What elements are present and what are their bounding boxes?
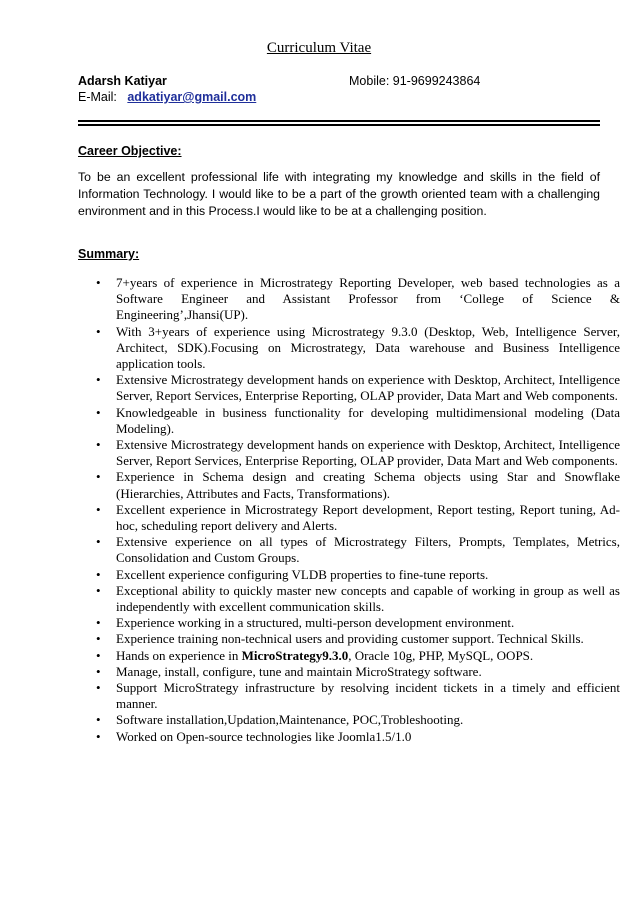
- mobile-number: Mobile: 91-9699243864: [349, 74, 481, 88]
- candidate-name: Adarsh Katiyar: [78, 74, 167, 88]
- career-objective-text: To be an excellent professional life with integrating my knowledge and skills in the field of Information Technology. I would like to be a part of the growth oriented team with a challenging environment and in this Process.I would like to be at a challenging position.: [78, 170, 600, 219]
- summary-item: • Knowledgeable in business functionality for developing multidimensional modeling (Data Modeling).: [116, 405, 620, 437]
- summary-item: • 7+years of experience in Microstrategy Reporting Developer, web based technologies as a Software Engineer and Assistant Professor from ‘College of Science & Engineering’,Jhansi(UP).: [116, 275, 620, 324]
- summary-heading: Summary:: [78, 247, 140, 261]
- email-label: E-Mail:: [78, 90, 117, 104]
- summary-list: [96, 275, 620, 745]
- hands-on-suffix: , Oracle 10g, PHP, MySQL, OOPS.: [348, 647, 534, 663]
- summary-item: • With 3+years of experience using Microstrategy 9.3.0 (Desktop, Web, Intelligence Server, Architect, SDK).Focusing on Microstrategy, Data warehouse and Business Intelligence application tools.: [116, 324, 620, 373]
- summary-item: • Extensive Microstrategy development hands on experience with Desktop, Architect, Intelligence Server, Report Services, Enterprise Reporting, OLAP provider, Data Mart and Web components.: [116, 372, 620, 404]
- email-row: [78, 90, 256, 104]
- summary-item: • Software installation,Updation,Maintenance, POC,Trobleshooting.: [116, 712, 620, 728]
- summary-item: • Excellent experience in Microstrategy Report development, Report testing, Report tuning, Ad-hoc, scheduling report delivery and Alerts.: [116, 502, 620, 534]
- hands-on-prefix: Hands on experience in: [116, 647, 242, 663]
- summary-item: • Excellent experience configuring VLDB properties to fine-tune reports.: [116, 567, 620, 583]
- summary-item: • Exceptional ability to quickly master new concepts and capable of working in group as well as independently with excellent communication skills.: [116, 583, 620, 615]
- career-objective-heading: Career Objective:: [78, 144, 182, 158]
- header-divider-top: [78, 120, 600, 122]
- summary-item: • Experience working in a structured, multi-person development environment.: [116, 615, 620, 631]
- summary-item: • Manage, install, configure, tune and maintain MicroStrategy software.: [116, 664, 620, 680]
- summary-item: • Extensive experience on all types of Microstrategy Filters, Prompts, Templates, Metrics, Consolidation and Custom Groups.: [116, 534, 620, 566]
- email-link[interactable]: adkatiyar@gmail.com: [127, 90, 257, 104]
- header-divider-bottom: [78, 124, 600, 126]
- summary-item: • Experience in Schema design and creating Schema objects using Star and Snowflake (Hierarchies, Attributes and Facts, Transformations).: [116, 469, 620, 501]
- summary-item: • Experience training non-technical users and providing customer support. Technical Skills.: [116, 631, 620, 647]
- document-title: Curriculum Vitae: [266, 40, 372, 56]
- summary-item-hands-on: [116, 648, 620, 664]
- summary-item: • Worked on Open-source technologies like Joomla1.5/1.0: [116, 729, 620, 745]
- summary-item: • Extensive Microstrategy development hands on experience with Desktop, Architect, Intelligence Server, Report Services, Enterprise Reporting, OLAP provider, Data Mart and Web components.: [116, 437, 620, 469]
- summary-item: • Support MicroStrategy infrastructure by resolving incident tickets in a timely and efficient manner.: [116, 680, 620, 712]
- hands-on-bold: MicroStrategy9.3.0: [241, 647, 349, 663]
